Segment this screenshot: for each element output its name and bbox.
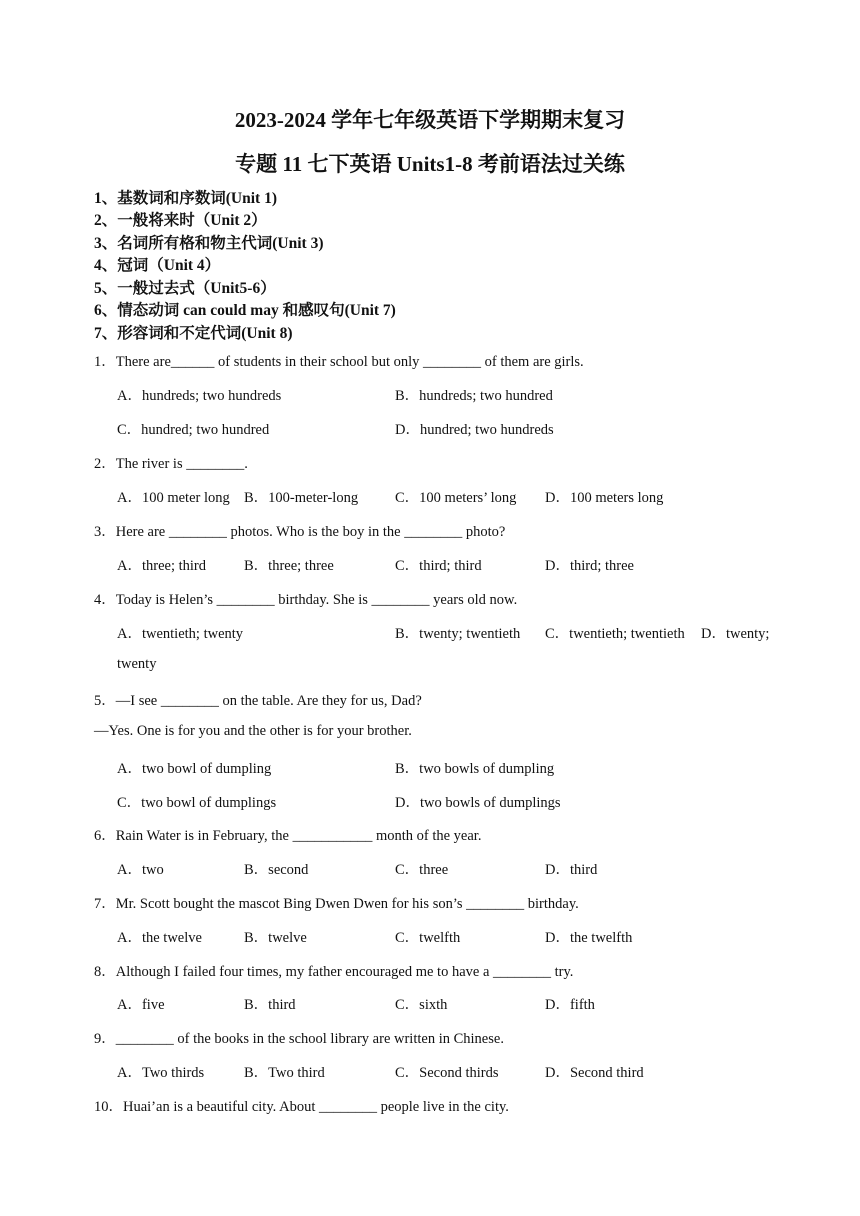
option-d: D．hundred; two hundreds bbox=[395, 422, 554, 438]
option-c: C．twentieth; twentieth bbox=[545, 626, 685, 642]
option-d: D．100 meters long bbox=[545, 490, 664, 506]
option-b: B．hundreds; two hundred bbox=[395, 388, 553, 404]
question-stem: 4．Today is Helen’s ________ birthday. She is ________ years old now. bbox=[94, 592, 518, 608]
topic-item: 2、一般将来时（Unit 2） bbox=[94, 212, 267, 229]
document-title: 2023-2024 学年七年级英语下学期期末复习 bbox=[234, 108, 626, 132]
option-c: C．Second thirds bbox=[395, 1065, 499, 1081]
topic-item: 6、情态动词 can could may 和感叹句(Unit 7) bbox=[94, 302, 396, 319]
question-stem: 6．Rain Water is in February, the ___________ month of the year. bbox=[94, 828, 482, 844]
option-b: B．second bbox=[244, 862, 309, 878]
option-a: A．hundreds; two hundreds bbox=[117, 388, 282, 404]
option-b: B．twenty; twentieth bbox=[395, 626, 521, 642]
option-a: A．twentieth; twenty bbox=[117, 626, 244, 642]
option-d: D．twenty; bbox=[701, 626, 770, 642]
option-a: A．Two thirds bbox=[117, 1065, 205, 1081]
question-stem: 9．________ of the books in the school library are written in Chinese. bbox=[94, 1031, 504, 1047]
question-stem: 1．There are______ of students in their school but only ________ of them are girls. bbox=[94, 354, 584, 370]
option-b: B．two bowls of dumpling bbox=[395, 761, 555, 777]
option-a: A．100 meter long bbox=[117, 490, 230, 506]
option-a: A．five bbox=[117, 997, 165, 1013]
option-b: B．Two third bbox=[244, 1065, 325, 1081]
option-d: D．fifth bbox=[545, 997, 595, 1013]
option-d: D．third bbox=[545, 862, 598, 878]
option-b: B．three; three bbox=[244, 558, 334, 574]
dialogue-reply: —Yes. One is for you and the other is for your brother. bbox=[94, 723, 412, 739]
question-stem: 2．The river is ________. bbox=[94, 456, 248, 472]
document-subtitle: 专题 11 七下英语 Units1-8 考前语法过关练 bbox=[235, 152, 625, 176]
option-b: B．100-meter-long bbox=[244, 490, 359, 506]
option-c: C．three bbox=[395, 862, 449, 878]
option-a: A．two bowl of dumpling bbox=[117, 761, 272, 777]
topic-item: 5、一般过去式（Unit5-6） bbox=[94, 280, 276, 297]
option-a: A．two bbox=[117, 862, 164, 878]
option-b: B．third bbox=[244, 997, 296, 1013]
question-stem: 5．—I see ________ on the table. Are they for us, Dad? bbox=[94, 693, 422, 709]
option-b: B．twelve bbox=[244, 930, 307, 946]
option-d: D．two bowls of dumplings bbox=[395, 795, 561, 811]
option-a: A．the twelve bbox=[117, 930, 202, 946]
question-stem: 8．Although I failed four times, my father encouraged me to have a ________ try. bbox=[94, 964, 574, 980]
topic-item: 1、基数词和序数词(Unit 1) bbox=[94, 190, 277, 207]
question-stem: 3．Here are ________ photos. Who is the boy in the ________ photo? bbox=[94, 524, 506, 540]
option-c: C．twelfth bbox=[395, 930, 461, 946]
option-c: C．two bowl of dumplings bbox=[117, 795, 277, 811]
option-c: C．sixth bbox=[395, 997, 448, 1013]
option-a: A．three; third bbox=[117, 558, 206, 574]
option-d: D．the twelfth bbox=[545, 930, 633, 946]
option-c: C．third; third bbox=[395, 558, 482, 574]
topic-item: 4、冠词（Unit 4） bbox=[94, 257, 221, 274]
option-c: C．100 meters’ long bbox=[395, 490, 517, 506]
option-d: D．Second third bbox=[545, 1065, 644, 1081]
topic-item: 3、名词所有格和物主代词(Unit 3) bbox=[94, 235, 324, 252]
option-d: D．third; three bbox=[545, 558, 634, 574]
option-d-continued: twenty bbox=[117, 656, 157, 672]
option-c: C．hundred; two hundred bbox=[117, 422, 270, 438]
topic-item: 7、形容词和不定代词(Unit 8) bbox=[94, 325, 293, 342]
question-stem: 7．Mr. Scott bought the mascot Bing Dwen Dwen for his son’s ________ birthday. bbox=[94, 896, 579, 912]
question-stem: 10．Huai’an is a beautiful city. About ________ people live in the city. bbox=[94, 1099, 509, 1115]
